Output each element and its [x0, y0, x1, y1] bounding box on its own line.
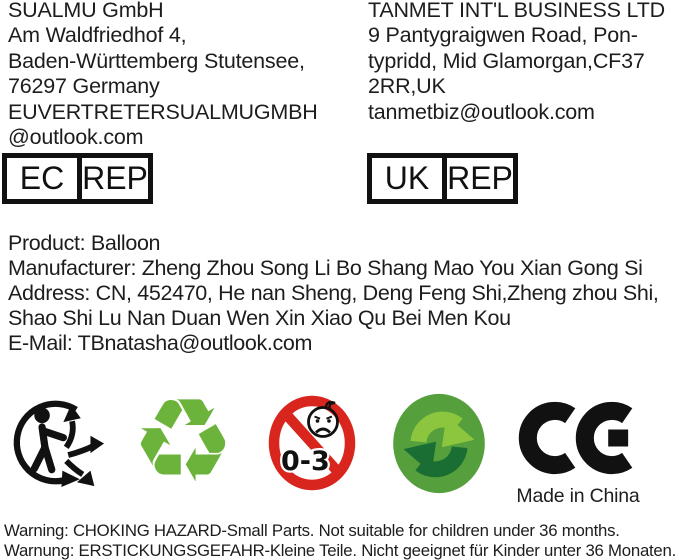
address-line: 2RR,UK	[368, 74, 446, 99]
green-dot-circle	[393, 394, 485, 493]
person-figure	[34, 427, 63, 470]
email-line: E-Mail: TBnatasha@outlook.com	[8, 331, 313, 355]
ce-letter-c	[528, 411, 570, 465]
address-line: @outlook.com	[8, 125, 144, 150]
eu-rep-address-block	[8, 0, 318, 150]
ec-rep-symbol	[2, 153, 153, 204]
ec-rep-left-cell: EC	[19, 160, 65, 196]
address-line: tanmetbiz@outlook.com	[368, 99, 595, 124]
sorting-arrows	[66, 421, 92, 474]
uk-rep-right-cell: REP	[442, 158, 513, 199]
warning-block	[4, 521, 676, 560]
address-line: Baden-Württemberg Stutensee,	[8, 48, 305, 73]
address-line: typridd, Mid Glamorgan,CF37	[368, 48, 645, 73]
address-line: 9 Pantygraigwen Road, Pon-	[368, 23, 638, 48]
product-line: Product: Balloon	[8, 231, 161, 255]
uk-rep-address-block	[368, 0, 665, 125]
person-head	[34, 408, 49, 423]
warning-german: Warnung: ERSTICKUNGSGEFAHR-Kleine Teile. Nicht geeignet für Kinder unter 36 Monaten.	[4, 541, 677, 560]
address-line: EUVERTRETERSUALMUGMBH	[8, 99, 318, 124]
recycling-loop-icon	[131, 374, 235, 509]
ec-rep-right-cell: REP	[77, 158, 148, 199]
product-info-block	[8, 231, 659, 356]
triman-recycling-sorting-icon	[13, 389, 105, 496]
manufacturer-line: Manufacturer: Zheng Zhou Song Li Bo Shang Mao You Xian Gong Si	[8, 256, 643, 280]
age-0-3-prohibition-icon	[268, 394, 356, 492]
address-line: Address: CN, 452470, He nan Sheng, Deng Feng Shi,Zheng zhou Shi,	[8, 281, 659, 305]
ce-mark-icon	[517, 399, 631, 477]
made-in-china-text: Made in China	[516, 485, 640, 507]
age-range-text: 0-3	[281, 446, 330, 477]
address-line: Shao Shi Lu Nan Duan Wen Xin Xiao Qu Bei Men Kou	[8, 306, 511, 330]
address-line: SUALMU GmbH	[8, 0, 164, 22]
address-line: Am Waldfriedhof 4,	[8, 23, 187, 48]
uk-rep-left-cell: UK	[384, 160, 430, 196]
address-line: 76297 Germany	[8, 74, 160, 99]
uk-rep-symbol	[367, 153, 518, 204]
recycle-glyph: ♻	[131, 374, 235, 509]
address-line: TANMET INT'L BUSINESS LTD	[368, 0, 665, 22]
green-dot-icon	[392, 393, 486, 494]
warning-english: Warning: CHOKING HAZARD-Small Parts. Not suitable for children under 36 months.	[4, 521, 620, 540]
